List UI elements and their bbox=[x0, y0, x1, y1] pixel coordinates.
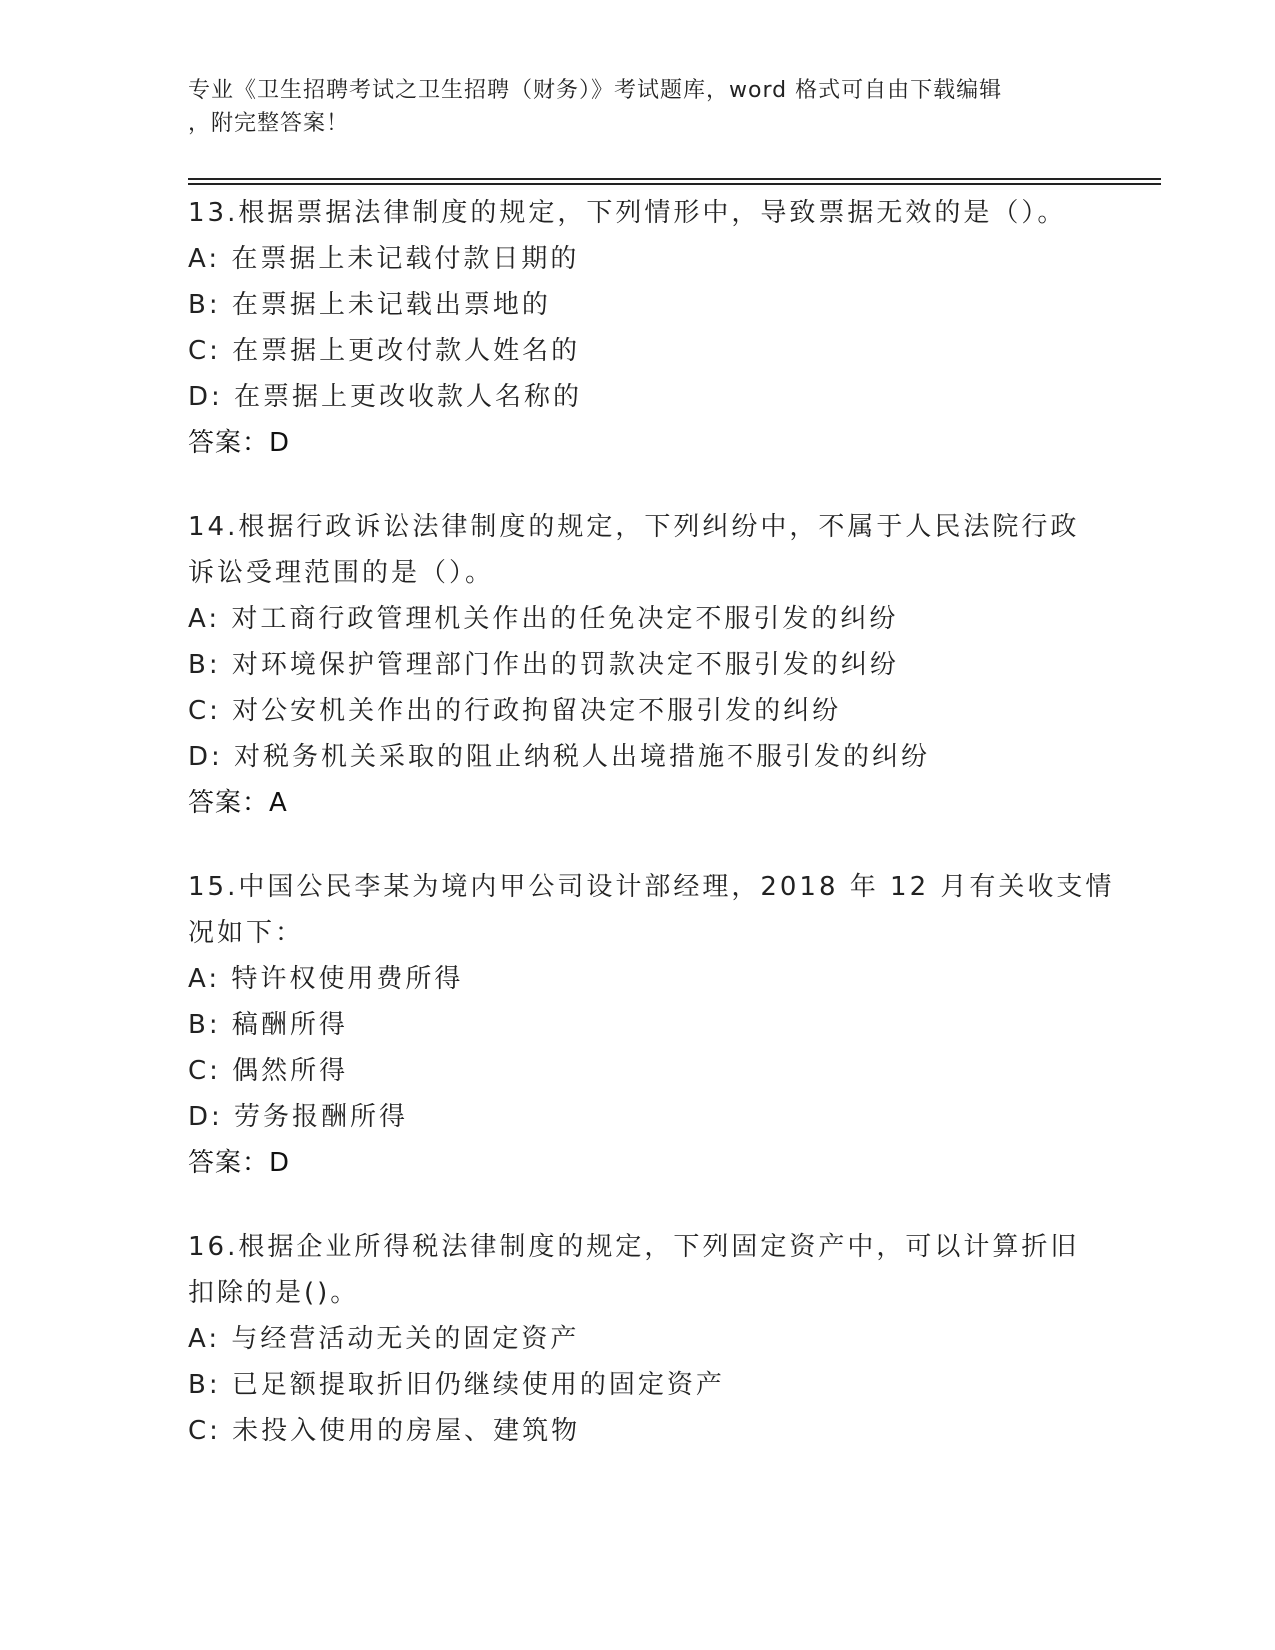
header-line-2: ，附完整答案！ bbox=[188, 111, 350, 136]
question-list bbox=[188, 190, 1115, 1492]
answer-label: 答案：D bbox=[188, 1148, 291, 1178]
option-d: D: 在票据上更改收款人名称的 bbox=[188, 382, 583, 412]
question-stem-line-1: 16.根据企业所得税法律制度的规定，下列固定资产中，可以计算折旧 bbox=[188, 1232, 1080, 1262]
question-13 bbox=[188, 190, 1088, 466]
option-d: D: 对税务机关采取的阻止纳税人出境措施不服引发的纠纷 bbox=[188, 742, 931, 772]
option-b: B: 在票据上未记载出票地的 bbox=[188, 290, 551, 320]
option-b: B: 稿酬所得 bbox=[188, 1010, 348, 1040]
header-line-1: 专业《卫生招聘考试之卫生招聘（财务）》考试题库，word 格式可自由下载编辑 bbox=[188, 78, 1003, 103]
option-c: C: 在票据上更改付款人姓名的 bbox=[188, 336, 581, 366]
option-c: C: 对公安机关作出的行政拘留决定不服引发的纠纷 bbox=[188, 696, 842, 726]
header-divider-top bbox=[188, 178, 1161, 180]
option-a: A: 特许权使用费所得 bbox=[188, 964, 464, 994]
answer-label: 答案：D bbox=[188, 428, 291, 458]
question-stem-line-1: 15.中国公民李某为境内甲公司设计部经理，2018 年 12 月有关收支情 bbox=[188, 872, 1115, 902]
question-16 bbox=[188, 1224, 1088, 1454]
option-a: A: 对工商行政管理机关作出的任免决定不服引发的纠纷 bbox=[188, 604, 899, 634]
question-stem-line-1: 14.根据行政诉讼法律制度的规定，下列纠纷中，不属于人民法院行政 bbox=[188, 512, 1080, 542]
document-header bbox=[188, 74, 1078, 140]
option-c: C: 未投入使用的房屋、建筑物 bbox=[188, 1416, 581, 1446]
question-stem-line-2: 况如下： bbox=[188, 918, 305, 948]
option-b: B: 已足额提取折旧仍继续使用的固定资产 bbox=[188, 1370, 725, 1400]
option-d: D: 劳务报酬所得 bbox=[188, 1102, 409, 1132]
option-b: B: 对环境保护管理部门作出的罚款决定不服引发的纠纷 bbox=[188, 650, 899, 680]
question-stem: 13.根据票据法律制度的规定，下列情形中，导致票据无效的是（）。 bbox=[188, 198, 1067, 228]
answer-label: 答案：A bbox=[188, 788, 288, 818]
option-a: A: 与经营活动无关的固定资产 bbox=[188, 1324, 580, 1354]
header-divider-bottom bbox=[188, 183, 1161, 185]
option-a: A: 在票据上未记载付款日期的 bbox=[188, 244, 580, 274]
option-c: C: 偶然所得 bbox=[188, 1056, 349, 1086]
question-stem-line-2: 扣除的是()。 bbox=[188, 1278, 360, 1308]
question-14 bbox=[188, 504, 1088, 826]
question-15 bbox=[188, 864, 1115, 1186]
question-stem-line-2: 诉讼受理范围的是（）。 bbox=[188, 558, 495, 588]
